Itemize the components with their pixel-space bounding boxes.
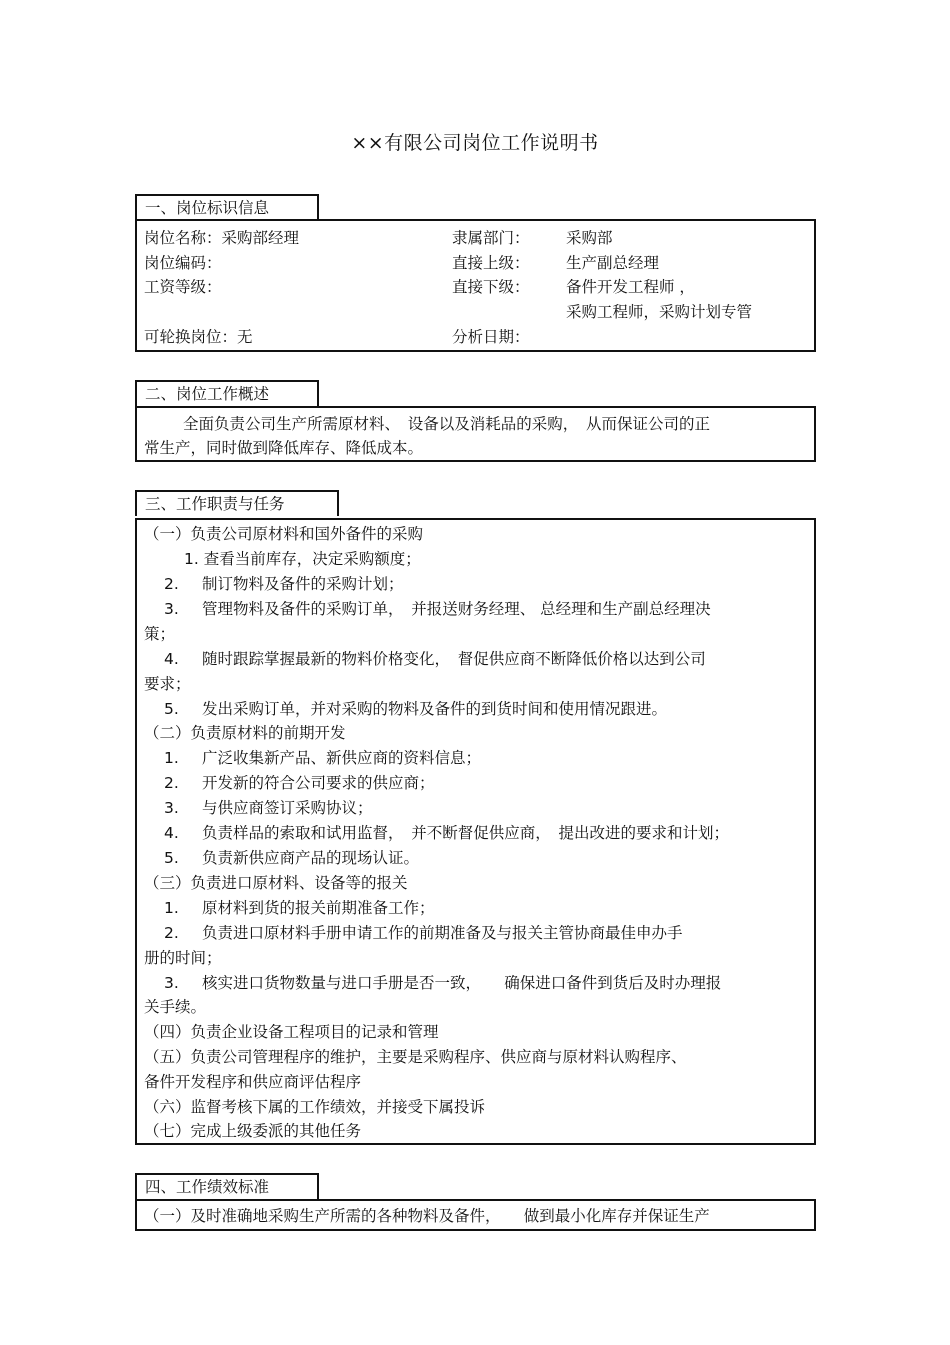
salary-level: 工资等级： (144, 278, 222, 296)
item-number: 2. (164, 774, 179, 792)
item-text: 负责进口原材料手册申请工作的前期准备及与报关主管协商最佳申办手 (202, 924, 683, 942)
item-number: 2. (164, 575, 179, 593)
duty-item-continuation: 策； (144, 625, 176, 643)
duty-item (164, 923, 683, 943)
duty-item (164, 973, 721, 993)
section-header-label: 二、岗位工作概述 (145, 385, 270, 403)
duty-item-continuation: 要求； (144, 675, 191, 693)
duty-item (164, 773, 435, 793)
section-header-duties (135, 490, 339, 516)
duty-heading: （六）监督考核下属的工作绩效，并接受下属投诉 (144, 1098, 486, 1116)
item-number: 3. (164, 799, 179, 817)
superior-label: 直接上级： (452, 254, 530, 272)
duty-heading-continuation: 备件开发程序和供应商评估程序 (144, 1073, 362, 1091)
item-text: 制订物料及备件的采购计划； (202, 575, 404, 593)
item-number: 5. (164, 700, 179, 718)
overview-line: 常生产，同时做到降低库存、降低成本。 (144, 439, 424, 457)
item-number: 3. (164, 974, 179, 992)
duty-heading: （三）负责进口原材料、设备等的报关 (144, 874, 408, 892)
item-number: 4. (164, 824, 179, 842)
duty-heading: （二）负责原材料的前期开发 (144, 724, 346, 742)
section-header-label: 一、岗位标识信息 (145, 199, 270, 217)
subordinate-label: 直接下级： (452, 278, 530, 296)
duty-item-continuation: 关手续。 (144, 998, 207, 1016)
duty-item (164, 599, 711, 619)
duty-item (164, 574, 404, 594)
department-label: 隶属部门： (452, 229, 530, 247)
item-text: 随时跟踪掌握最新的物料价格变化， 督促供应商不断降低价格以达到公司 (202, 650, 706, 668)
duty-item (164, 898, 435, 918)
position-code: 岗位编码： (144, 254, 222, 272)
duty-item (164, 748, 481, 768)
duty-heading: （七）完成上级委派的其他任务 (144, 1122, 362, 1140)
analysis-date: 分析日期： (452, 328, 530, 346)
duty-item: 1. 查看当前库存，决定采购额度； (184, 550, 421, 568)
position-name: 岗位名称：采购部经理 (144, 229, 300, 247)
section-header-performance (135, 1173, 319, 1199)
item-text: 开发新的符合公司要求的供应商； (202, 774, 435, 792)
subordinate-value-2: 采购工程师，采购计划专管 (566, 303, 753, 321)
duty-heading: （四）负责企业设备工程项目的记录和管理 (144, 1023, 439, 1041)
duty-item-continuation: 册的时间； (144, 949, 222, 967)
rotation-position: 可轮换岗位：无 (144, 328, 253, 346)
item-number: 5. (164, 849, 179, 867)
section-header-identification (135, 194, 319, 220)
item-text: 管理物料及备件的采购订单， 并报送财务经理、 总经理和生产副总经理决 (202, 600, 711, 618)
performance-box (135, 1199, 816, 1231)
subordinate-value-1: 备件开发工程师 ， (566, 278, 695, 296)
overview-line: 全面负责公司生产所需原材料、 设备以及消耗品的采购， 从而保证公司的正 (183, 415, 711, 433)
duty-heading: （一）负责公司原材料和国外备件的采购 (144, 525, 424, 543)
section-header-label: 四、工作绩效标准 (145, 1178, 270, 1196)
item-number: 2. (164, 924, 179, 942)
duty-heading: （五）负责公司管理程序的维护，主要是采购程序、供应商与原材料认购程序、 (144, 1048, 687, 1066)
performance-line: （一）及时准确地采购生产所需的各种物料及备件， 做到最小化库存并保证生产 (144, 1207, 710, 1225)
duty-item (164, 649, 706, 669)
item-text: 与供应商签订采购协议； (202, 799, 373, 817)
document-title: ××有限公司岗位工作说明书 (351, 132, 599, 154)
overview-box (135, 406, 816, 462)
item-text: 原材料到货的报关前期准备工作； (202, 899, 435, 917)
superior-value: 生产副总经理 (566, 254, 660, 272)
item-text: 负责样品的索取和试用监督， 并不断督促供应商， 提出改进的要求和计划； (202, 824, 730, 842)
identification-box (135, 219, 816, 352)
duty-item (164, 823, 729, 843)
item-number: 4. (164, 650, 179, 668)
section-header-label: 三、工作职责与任务 (145, 495, 285, 513)
item-text: 核实进口货物数量与进口手册是否一致， 确保进口备件到货后及时办理报 (202, 974, 722, 992)
section-header-overview (135, 380, 319, 406)
item-number: 1. (164, 749, 179, 767)
item-number: 3. (164, 600, 179, 618)
item-text: 发出采购订单，并对采购的物料及备件的到货时间和使用情况跟进。 (202, 700, 668, 718)
duty-item (164, 848, 419, 868)
department-value: 采购部 (566, 229, 613, 247)
duty-item (164, 798, 373, 818)
duties-box (135, 518, 816, 1145)
item-text: 负责新供应商产品的现场认证。 (202, 849, 420, 867)
duty-item (164, 699, 667, 719)
item-text: 广泛收集新产品、新供应商的资料信息； (202, 749, 482, 767)
item-number: 1. (164, 899, 179, 917)
